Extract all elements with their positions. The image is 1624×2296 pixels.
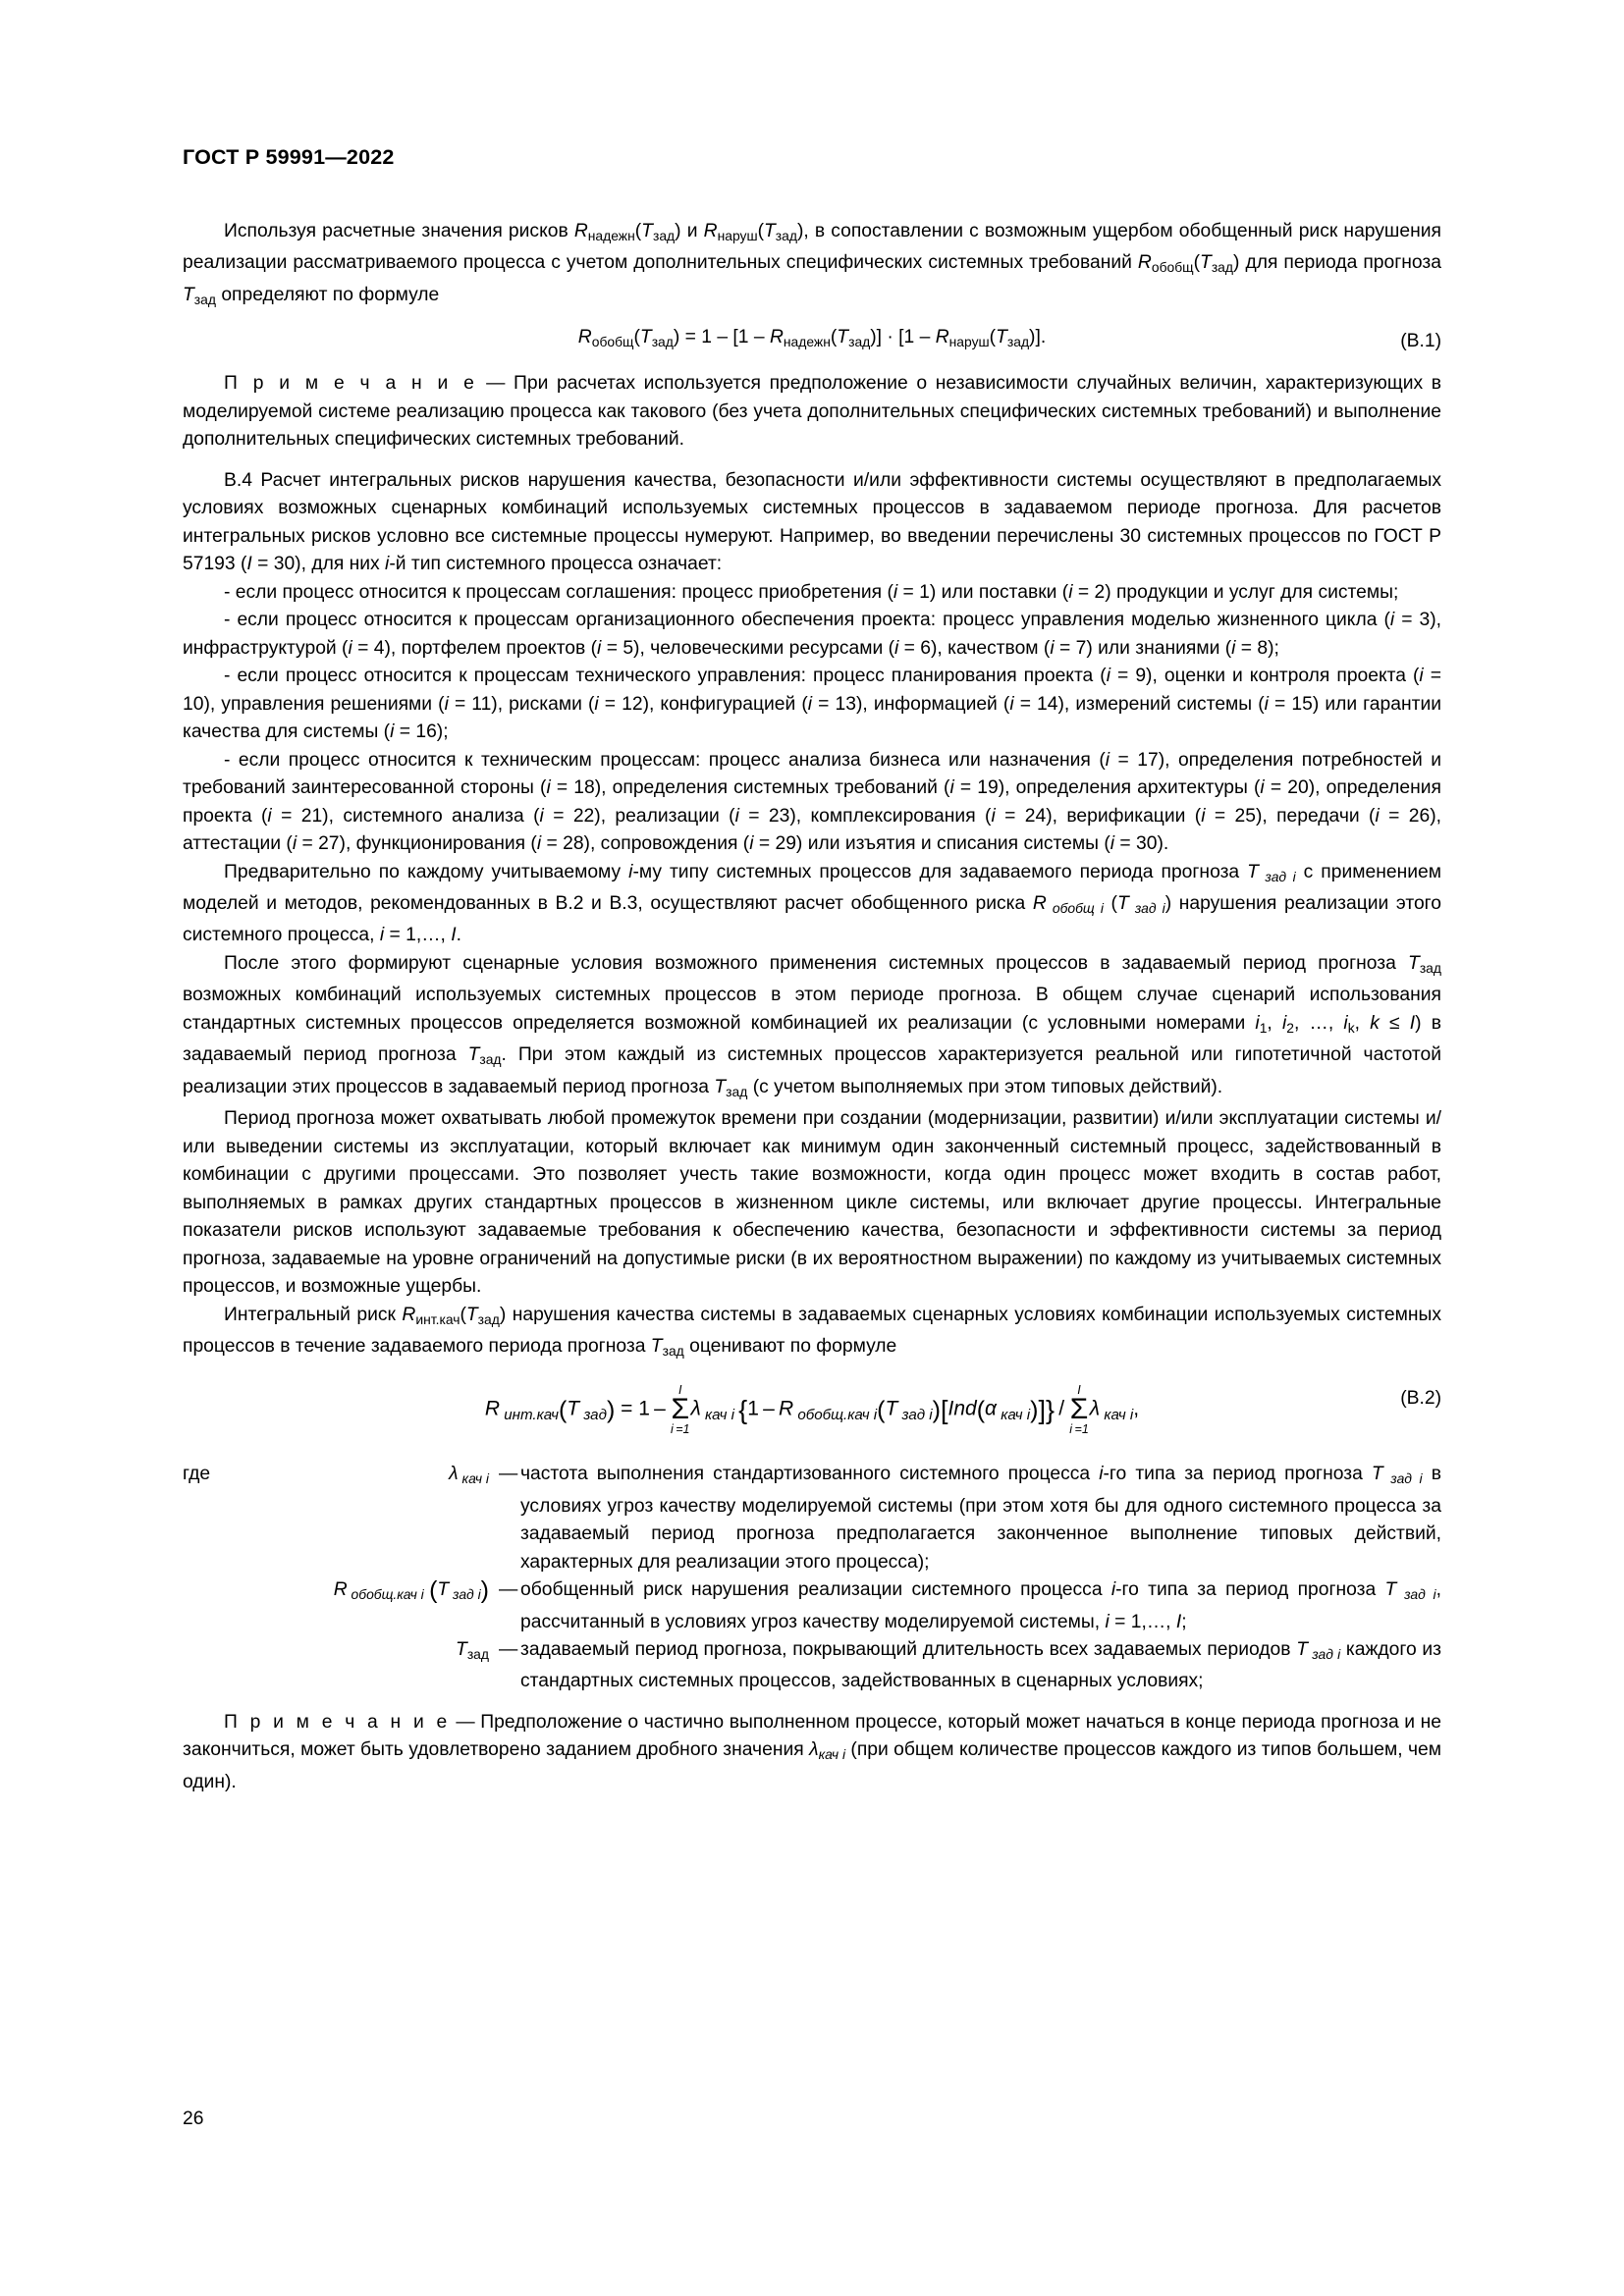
where-row-1 — [183, 1461, 1441, 1576]
note-1 — [183, 370, 1441, 454]
list-item-4: - если процесс относится к техническим процессам: процесс анализа бизнеса или назначения (i = 17), определения потребностей и требований заинтересованной стороны (i = 18), определения системных требований (i = 19), определения архитектуры (i = 20), определения проекта (i = 21), системного анализа (i = 22), реализации (i = 23), комплексирования (i = 24), верификации (i = 25), передачи (i = 26), аттестации (i = 27), функционирования (i = 28), сопровождения (i = 29) или изъятия и списания системы (i = 30). — [183, 749, 1441, 855]
list-item-3: - если процесс относится к процессам технического управления: процесс планирования проекта (i = 9), оценки и контроля проекта (i = 10), управления решениями (i = 11), рисками (i = 12), конфигурацией (i = 13), информацией (i = 14), измерений системы (i = 15) или гарантии качества для системы (i = 16); — [183, 666, 1441, 743]
note-1-text: — При расчетах используется предположение о независимости случайных величин, характеризующих в моделируемой системе реализацию процесса как такового (без учета дополнительных специфических системных требований) и выполнение дополнительных специфических системных требований. — [183, 373, 1441, 451]
formula-b2-row — [183, 1384, 1441, 1445]
formula-b1: $R_{обобщ}(T_{зад}) = 1 - [1 - R_{надежн}(T_{зад})] \cdot [1 - R_{наруш}(T_{зад})]$. — [577, 327, 1047, 350]
where-label: где — [183, 1464, 211, 1485]
note-1-lead: П р и м е ч а н и е — [224, 373, 478, 395]
where-symbol-t-zad: $T_{зад}$ — [456, 1639, 489, 1662]
where-symbol-lambda: λ $_{кач i}$ — [449, 1464, 489, 1487]
paragraph-after: После этого формируют сценарные условия возможного применения системных процессов в задаваемый период прогноза $T_{зад}$ возможных комбинаций используемых системных процессов в этом периоде прогноза. В общем случае сценарий использования стандартных системных процессов определяется возможной комбинацией их реализации (с условными номерами $i_1$, $i_2$, …, $i_k$, k ≤ I) в задаваемый период прогноза $T_{зад}$. При этом каждый из системных процессов характеризуется реальной или гипотетичной частотой реализации этих процессов в задаваемый период прогноза $T_{зад}$ (с учетом выполняемых при этом типовых действий). — [183, 952, 1442, 1099]
list-item-2: - если процесс относится к процессам организационного обеспечения проекта: процесс управления моделью жизненного цикла (i = 3), инфраструктурой (i = 4), портфелем проектов (i = 5), человеческими ресурсами (i = 6), качеством (i = 7) или знаниями (i = 8); — [183, 610, 1441, 659]
where-dash-1: — — [499, 1464, 518, 1485]
where-row-2 — [183, 1576, 1441, 1636]
formula-b1-number: (B.1) — [1400, 331, 1441, 352]
page-number: 26 — [183, 2109, 204, 2129]
list-item-1: - если процесс относится к процессам соглашения: процесс приобретения (i = 1) или поставки (i = 2) продукции и услуг для системы; — [224, 581, 1399, 603]
where-definition-3: задаваемый период прогноза, покрывающий длительность всех задаваемых периодов T $_{зад i}$ каждого из стандартных системных процессов, задействованных в сценарных условиях; — [520, 1639, 1441, 1692]
note-2-lead: П р и м е ч а н и е — [224, 1711, 451, 1733]
formula-b1-row — [183, 327, 1441, 360]
where-label-empty — [183, 1576, 255, 1636]
where-list — [183, 1461, 1441, 1696]
note-2: П р и м е ч а н и е — Предположение о частично выполненном процессе, который может начаться в конце периода прогноза и не закончиться, может быть удовлетворено заданием дробного значения $\lambda_{кач i}$ (при общем количестве процессов каждого из типов большем, чем один). — [183, 1711, 1441, 1792]
paragraph-preliminary: Предварительно по каждому учитываемому i-му типу системных процессов для задаваемого периода прогноза T $_{зад i}$ с применением моделей и методов, рекомендованных в В.2 и В.3, осуществляют расчет обобщенного риска R $_{обобщ i}$ (T $_{зад i}$) нарушения реализации этого системного процесса, i = 1,…, I. — [183, 861, 1442, 946]
where-symbol-r-obobshch: R $_{обобщ.кач i}$ (T $_{зад i}$) — [333, 1576, 489, 1605]
where-dash-2: — — [499, 1579, 518, 1601]
formula-b2: R $_{инт.кач}$(T $_{зад}$) = 1 – I Σ i =1 λ $_{кач i}$ {1 – R $_{обобщ.кач i}$(T $_{зад i}$)[Ind(α $_{кач i}$)]} / I Σ i =1 λ $_{кач i}$, — [484, 1383, 1140, 1437]
paragraph-period: Период прогноза может охватывать любой промежуток времени при создании (модернизации, развитии) и/или эксплуатации системы и/или выведении системы из эксплуатации, который включает как минимум один законченный системный процесс, задействованный в комбинации с другими процессами. Это позволяет учесть такие возможности, когда один процесс может входить в состав работ, выполняемых в рамках других стандартных процессов в жизненном цикле системы, или включает другие процессы. Интегральные показатели рисков используют задаваемые требования к обеспечению качества, безопасности и эффективности системы за период прогноза, задаваемые на уровне ограничений на допустимые риски (в их вероятностном выражении) по каждому из учитываемых системных процессов, и возможные ущербы. — [183, 1108, 1441, 1298]
where-dash-3: — — [499, 1639, 518, 1661]
paragraph-integral: Интегральный риск $R_{инт.кач}(T_{зад})$ нарушения качества системы в задаваемых сценарных условиях комбинации используемых системных процессов в течение задаваемого периода прогноза $T_{зад}$ оценивают по формуле — [183, 1304, 1441, 1359]
where-row-3 — [183, 1636, 1441, 1696]
paragraph-b4: В.4 Расчет интегральных рисков нарушения качества, безопасности и/или эффективности системы осуществляют в предполагаемых условиях возможных сценарных комбинаций используемых системных процессов в задаваемом периоде прогноза. Для расчетов интегральных рисков условно все системные процессы нумеруют. Например, во введении перечислены 30 системных процессов по ГОСТ Р 57193 (I = 30), для них i-й тип системного процесса означает: — [183, 469, 1441, 575]
where-definition-2: обобщенный риск нарушения реализации системного процесса i-го типа за период прогноза T $_{зад i}$, рассчитанный в условиях угроз качеству моделируемой системы, i = 1,…, I; — [520, 1579, 1441, 1632]
page-content — [183, 218, 1441, 1796]
where-label-empty-2 — [183, 1636, 255, 1696]
where-definition-1: частота выполнения стандартизованного системного процесса i-го типа за период прогноза T $_{зад i}$ в условиях угроз качеству моделируемой системы (при этом хотя бы для одного системного процесса за задаваемый период прогноза предполагается законченное выполнение типовых действий, характерных для реализации этого процесса); — [520, 1464, 1441, 1573]
formula-b2-number: (B.2) — [1400, 1388, 1441, 1410]
page-header: ГОСТ Р 59991—2022 — [183, 145, 395, 169]
paragraph-intro: Используя расчетные значения рисков $R_{надежн}(T_{зад})$ и $R_{наруш}(T_{зад})$, в сопоставлении с возможным ущербом обобщенный риск нарушения реализации рассматриваемого процесса с учетом дополнительных специфических системных требований $R_{обобщ}(T_{зад})$ для периода прогноза $T_{зад}$ определяют по формуле — [183, 221, 1441, 307]
